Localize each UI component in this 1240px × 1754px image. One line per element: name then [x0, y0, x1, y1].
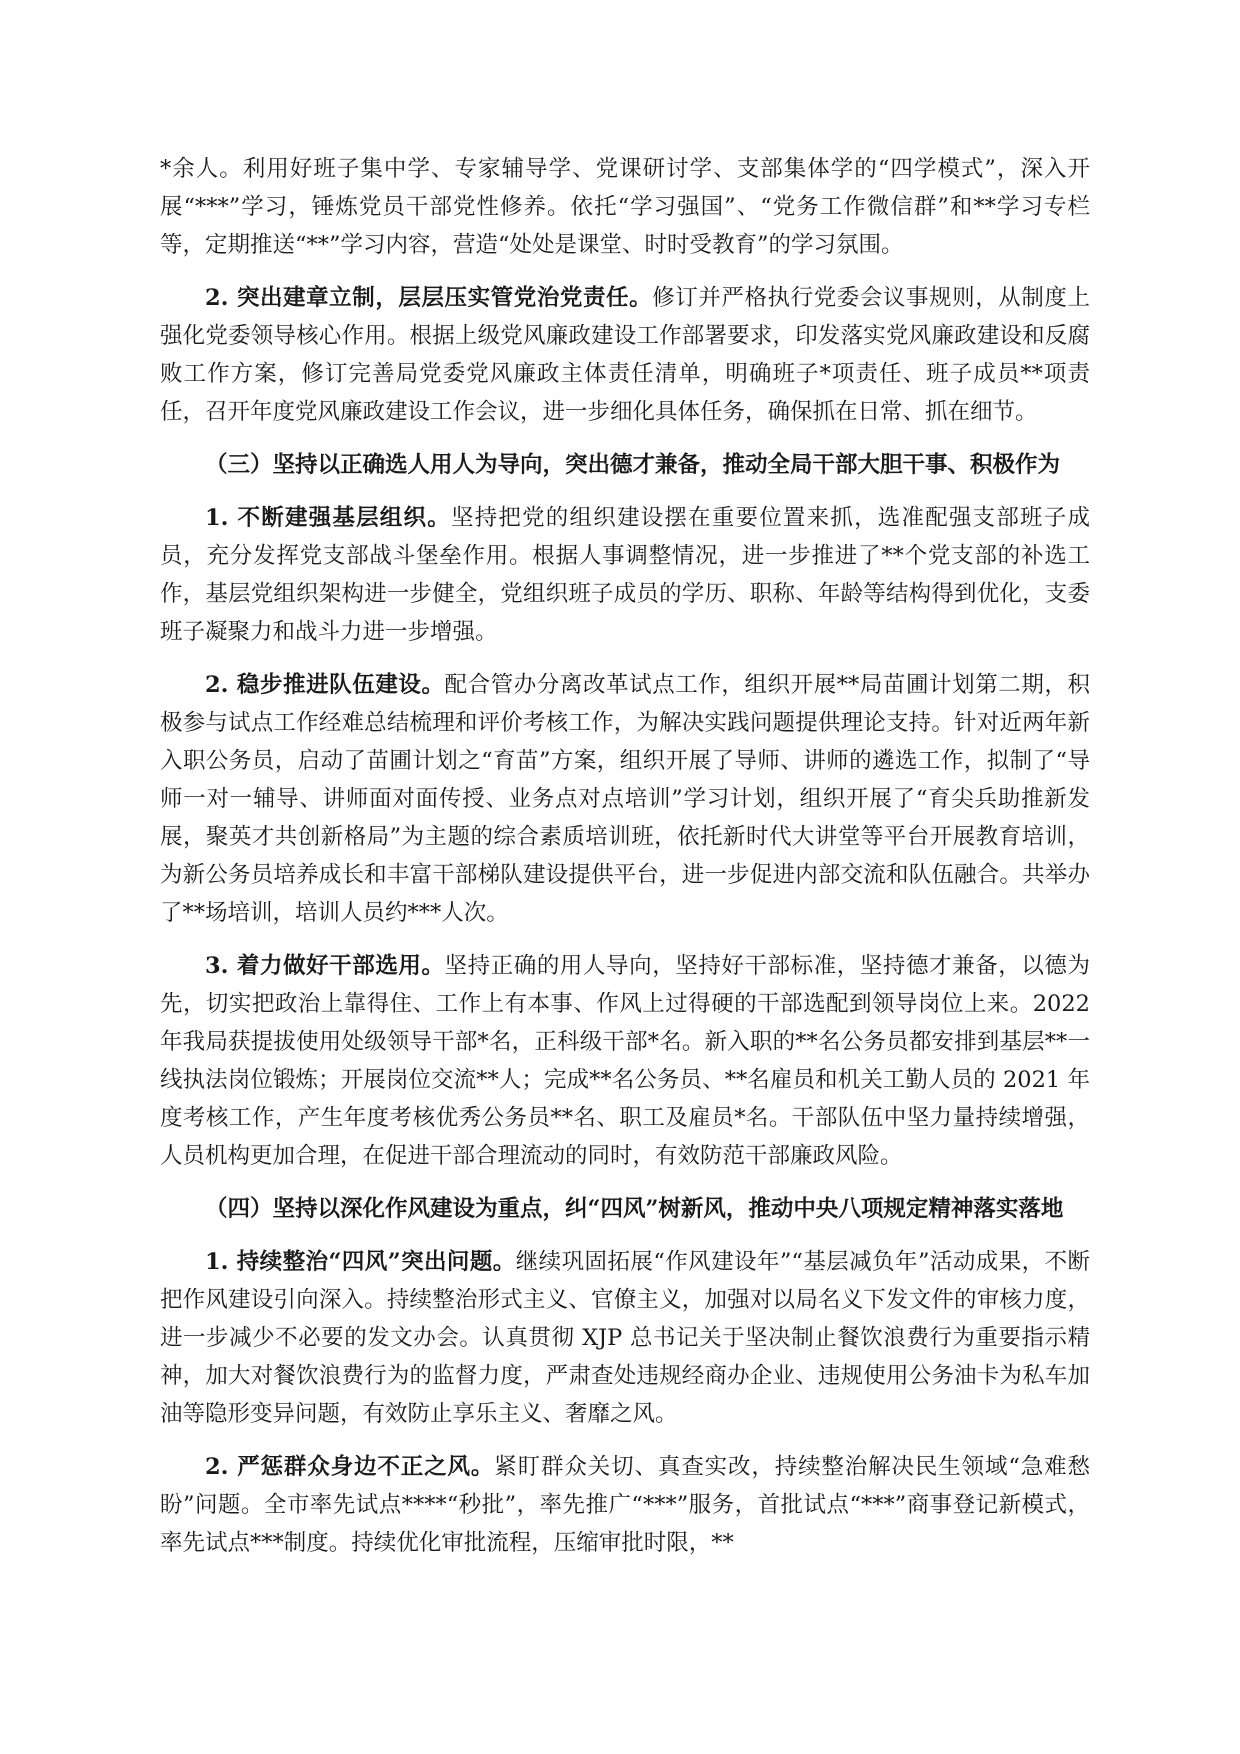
paragraph-item-2-team: [160, 666, 1090, 932]
paragraph-continuation: [160, 150, 1090, 264]
paragraph-text: 继续巩固拓展“作风建设年”“基层减负年”活动成果，不断把作风建设引向深入。持续整治形式主义、官僚主义，加强对以局名义下发文件的审核力度，进一步减少不必要的发文办会。认真贯彻 XJP 总书记关于坚决制止餐饮浪费行为重要指示精神，加大对餐饮浪费行为的监督力度，严肃查处违规经商办企业、违规使用公务油卡为私车加油等隐形变异问题，有效防止享乐主义、奢靡之风。: [160, 1249, 1090, 1427]
paragraph-lead: 1. 不断建强基层组织。: [205, 505, 451, 531]
paragraph-text: 坚持正确的用人导向，坚持好干部标准，坚持德才兼备，以德为先，切实把政治上靠得住、工作上有本事、作风上过得硬的干部选配到领导岗位上来。2022 年我局获提拔使用处级领导干部*名，正科级干部*名。新入职的**名公务员都安排到基层**一线执法岗位锻炼；开展岗位交流**人；完成**名公务员、**名雇员和机关工勤人员的 2021 年度考核工作，产生年度考核优秀公务员**名、职工及雇员*名。干部队伍中坚力量持续增强，人员机构更加合理，在促进干部合理流动的同时，有效防范干部廉政风险。: [160, 953, 1090, 1169]
paragraph-text: *余人。利用好班子集中学、专家辅导学、党课研讨学、支部集体学的“四学模式”，深入开展“***”学习，锤炼党员干部党性修养。依托“学习强国”、“党务工作微信群”和**学习专栏等，定期推送“**”学习内容，营造“处处是课堂、时时受教育”的学习氛围。: [160, 156, 1090, 258]
paragraph-lead: 1. 持续整治“四风”突出问题。: [205, 1249, 516, 1275]
section-heading-3: （三）坚持以正确选人用人为导向，突出德才兼备，推动全局干部大胆干事、积极作为: [205, 452, 1061, 478]
paragraph-lead: 2. 严惩群众身边不正之风。: [205, 1454, 495, 1480]
paragraph-item-3-selection: [160, 947, 1090, 1175]
paragraph-text: 坚持把党的组织建设摆在重要位置来抓，选准配强支部班子成员，充分发挥党支部战斗堡垒作用。根据人事调整情况，进一步推进了**个党支部的补选工作，基层党组织架构进一步健全，党组织班子成员的学历、职称、年龄等结构得到优化，支委班子凝聚力和战斗力进一步增强。: [160, 505, 1090, 645]
paragraph-text: 配合管办分离改革试点工作，组织开展**局苗圃计划第二期，积极参与试点工作经难总结梳理和评价考核工作，为解决实践问题提供理论支持。针对近两年新入职公务员，启动了苗圃计划之“育苗”方案，组织开展了导师、讲师的遴选工作，拟制了“导师一对一辅导、讲师面对面传授、业务点对点培训”学习计划，组织开展了“育尖兵助推新发展，聚英才共创新格局”为主题的综合素质培训班，依托新时代大讲堂等平台开展教育培训，为新公务员培养成长和丰富干部梯队建设提供平台，进一步促进内部交流和队伍融合。共举办了**场培训，培训人员约***人次。: [160, 672, 1090, 926]
paragraph-item-1-organization: [160, 499, 1090, 651]
paragraph-item-2-unhealthy-practices: [160, 1448, 1090, 1562]
paragraph-item-1-four-winds: [160, 1243, 1090, 1433]
paragraph-lead: 2. 稳步推进队伍建设。: [205, 672, 445, 698]
paragraph-text: 紧盯群众关切、真查实改，持续整治解决民生领域“急难愁盼”问题。全市率先试点****“秒批”，率先推广“***”服务，首批试点“***”商事登记新模式，率先试点***制度。持续优化审批流程，压缩审批时限，**: [160, 1454, 1090, 1556]
section-heading-4: （四）坚持以深化作风建设为重点，纠“四风”树新风，推动中央八项规定精神落实落地: [205, 1196, 1064, 1222]
paragraph-item-2-responsibility: [160, 279, 1090, 431]
paragraph-text: 修订并严格执行党委会议事规则，从制度上强化党委领导核心作用。根据上级党风廉政建设工作部署要求，印发落实党风廉政建设和反腐败工作方案，修订完善局党委党风廉政主体责任清单，明确班子*项责任、班子成员**项责任，召开年度党风廉政建设工作会议，进一步细化具体任务，确保抓在日常、抓在细节。: [160, 285, 1090, 425]
paragraph-lead: 2. 突出建章立制，层层压实管党治党责任。: [205, 285, 653, 311]
paragraph-lead: 3. 着力做好干部选用。: [205, 953, 445, 979]
